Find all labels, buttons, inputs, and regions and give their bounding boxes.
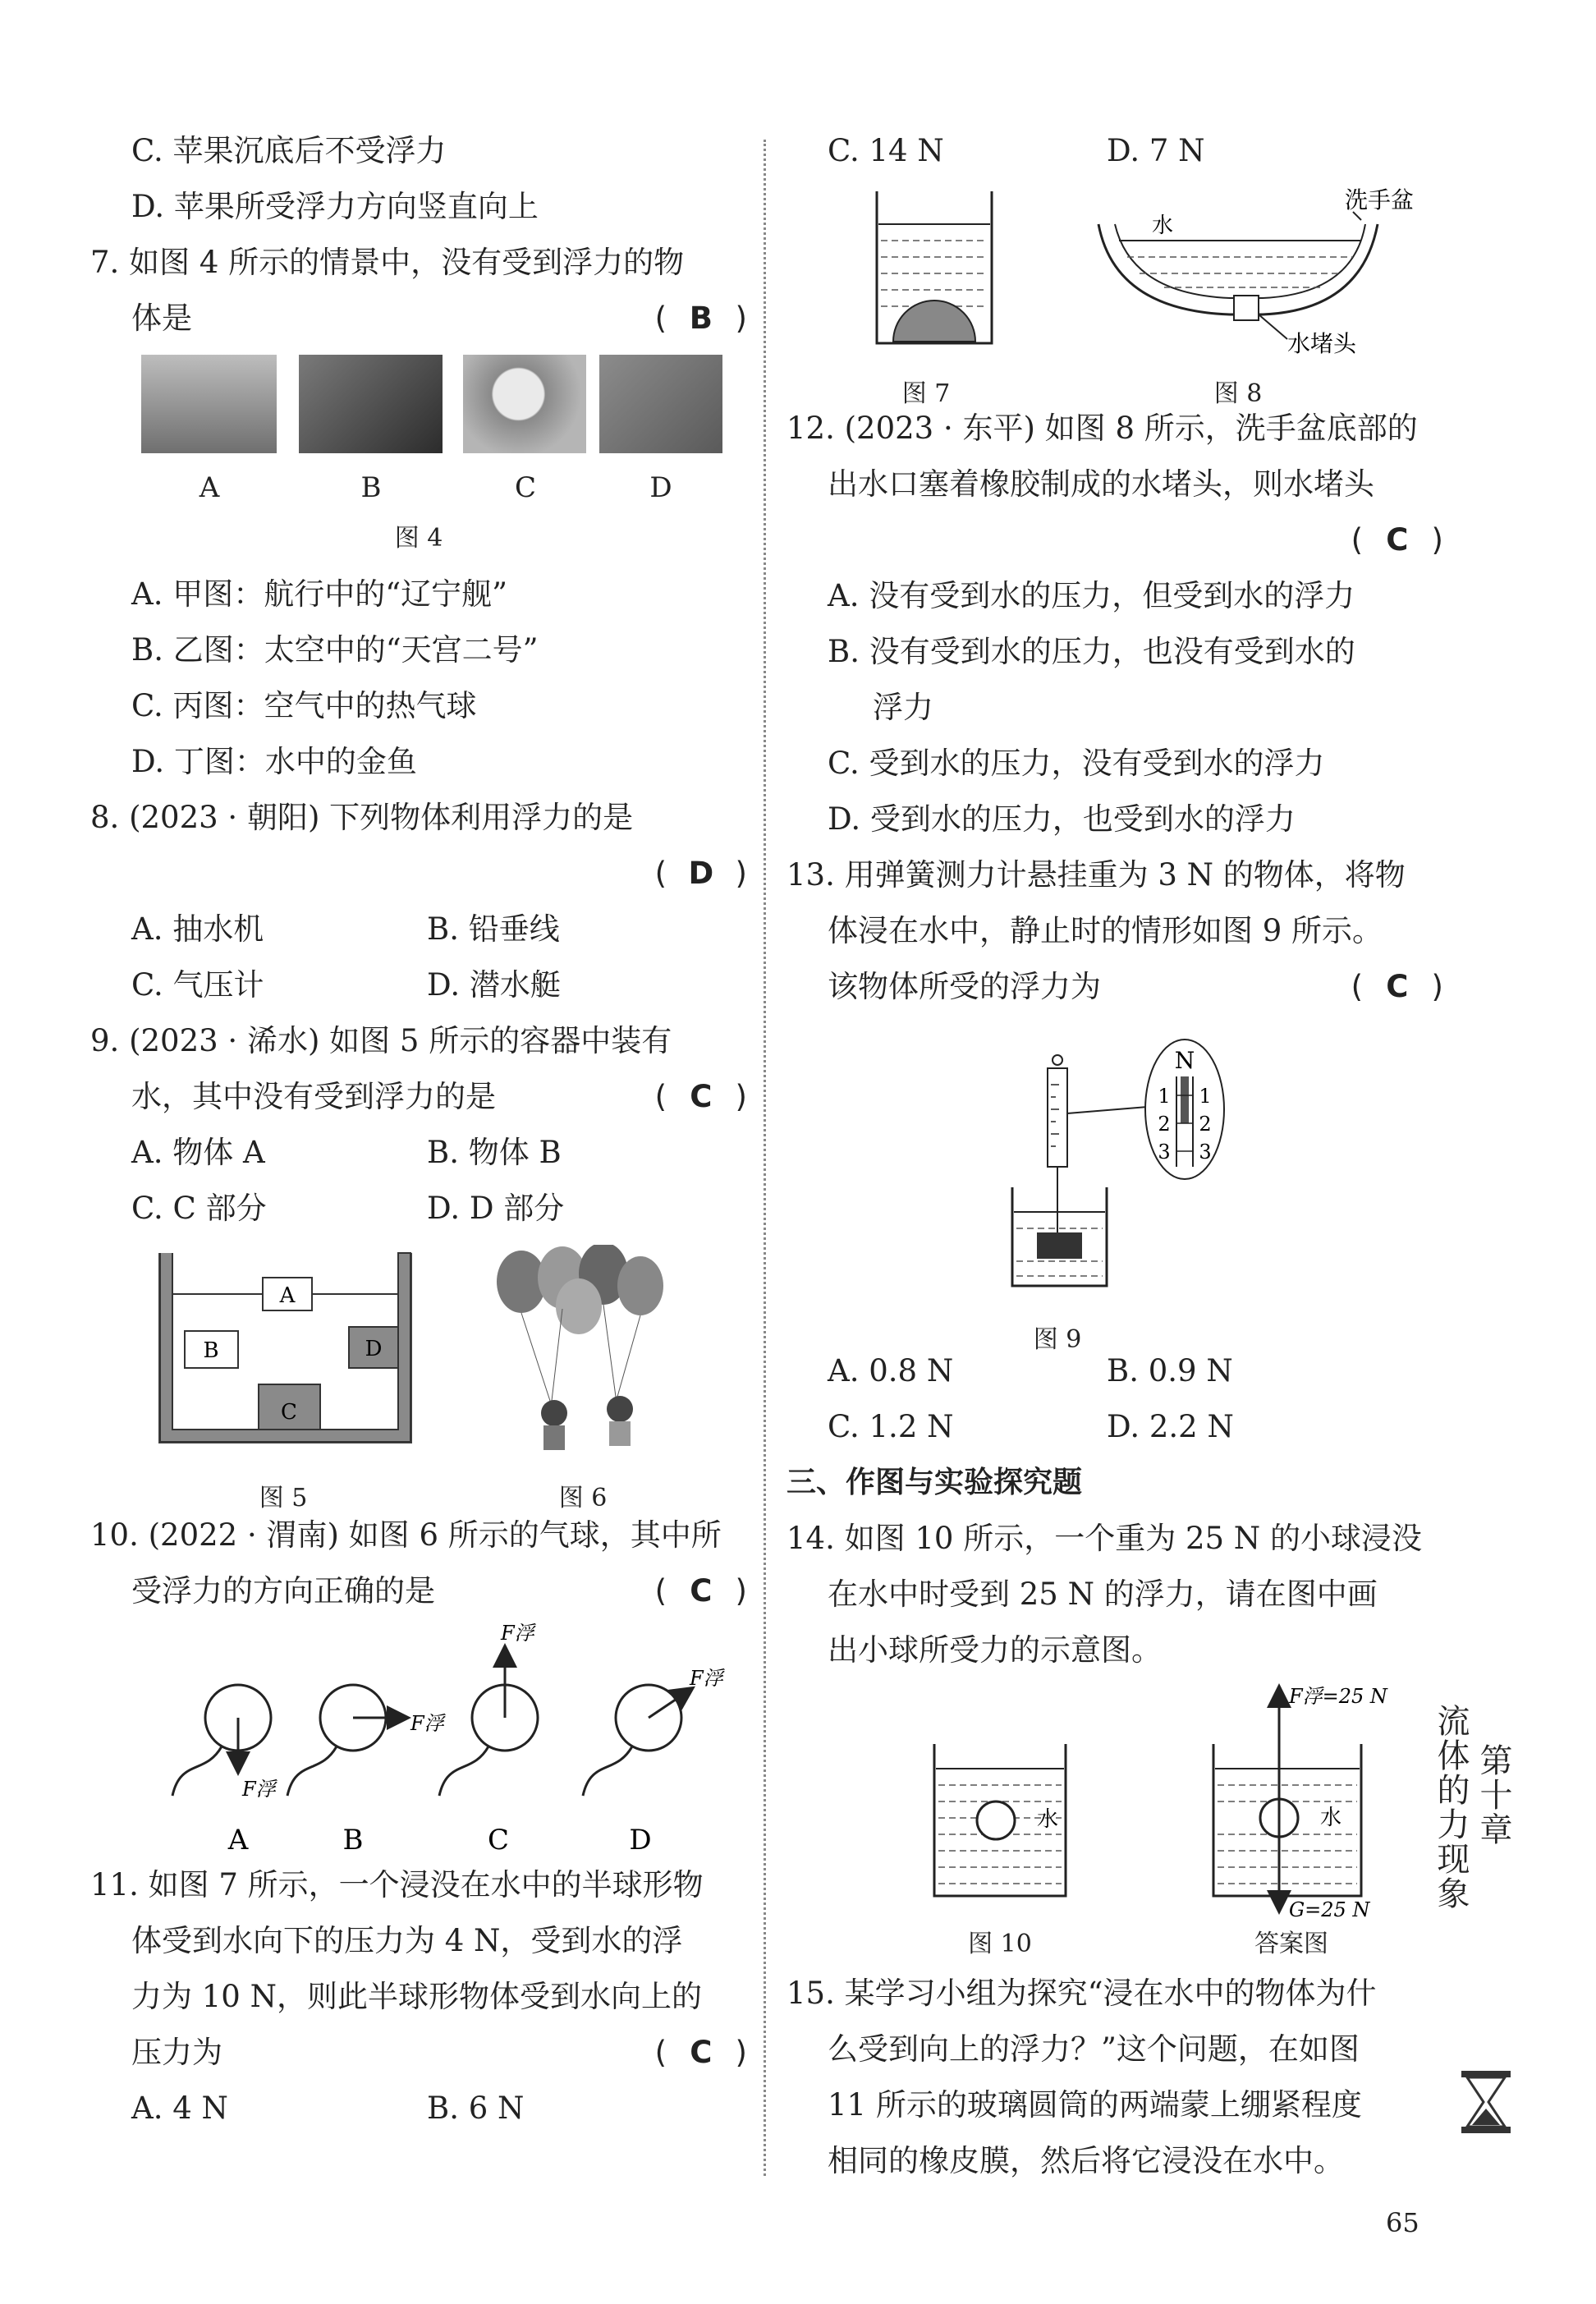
figure-4	[90, 347, 747, 511]
q13-answer: C	[1386, 969, 1409, 1004]
fig9-tick-left-2: 2	[1158, 1113, 1171, 1136]
chapter-title: 流体的力现象	[1432, 1704, 1470, 1911]
q7-stem-text: 体是	[131, 301, 192, 336]
fig8-water-label: 水	[1152, 213, 1174, 238]
fig10-caption: 图 10	[968, 1930, 1032, 1958]
fig9-tick-left-3: 3	[1158, 1141, 1171, 1163]
q10-label-c: C	[487, 1824, 510, 1857]
figure-8-basin	[1098, 186, 1414, 357]
fig5-label-d: D	[365, 1337, 383, 1361]
photo-goldfish	[599, 355, 722, 453]
q9-answer-bracket: ( C )	[655, 1069, 747, 1125]
q11-stem-text: 压力为	[131, 2035, 222, 2070]
q15-stem-2: 么受到向上的浮力？”这个问题，在如图	[828, 2031, 1360, 2067]
fig9-unit: N	[1174, 1047, 1195, 1074]
fig4-label-d: D	[649, 471, 672, 504]
fig4-label-a: A	[199, 471, 220, 504]
q12-option-d: D. 受到水的压力，也受到水的浮力	[828, 801, 1296, 837]
q9-options-row-2	[90, 1181, 747, 1237]
q13-option-b: B. 0.9 N	[1107, 1353, 1233, 1388]
right-column	[787, 123, 1443, 2189]
q9-option-c: C. C 部分	[131, 1191, 267, 1226]
q7-option-c: C. 丙图：空气中的热气球	[131, 688, 477, 723]
q14-stem-1: 14. 如图 10 所示，一个重为 25 N 的小球浸没	[787, 1521, 1422, 1556]
q9-option-a: A. 物体 A	[131, 1135, 265, 1170]
q8-stem: 8. (2023 · 朝阳) 下列物体利用浮力的是	[90, 800, 634, 835]
section-heading-3: 三、作图与实验探究题	[787, 1466, 1083, 1499]
fig5-caption: 图 5	[259, 1484, 308, 1512]
q6-option-d: D. 苹果所受浮力方向竖直向上	[131, 189, 539, 224]
q10-force-d: F浮	[690, 1667, 723, 1690]
column-divider	[764, 140, 766, 2176]
q13-stem-text: 该物体所受的浮力为	[828, 969, 1101, 1004]
chapter-number: 第十章	[1474, 1743, 1512, 1847]
q12-stem-1: 12. (2023 · 东平) 如图 8 所示，洗手盆底部的	[787, 411, 1418, 446]
q8-options-row-2	[90, 957, 747, 1013]
figure-9-svg	[787, 1015, 1443, 1310]
q10-label-a: A	[227, 1824, 249, 1857]
q8-option-b: B. 铅垂线	[427, 911, 560, 947]
fig5-label-b: B	[203, 1338, 219, 1363]
q7-stem-2	[90, 291, 747, 347]
fig8-caption: 图 8	[1213, 379, 1263, 408]
q12-option-b: B. 没有受到水的压力，也没有受到水的	[828, 634, 1355, 669]
q10-force-c: F浮	[501, 1622, 534, 1645]
q7-stem-1: 7. 如图 4 所示的情景中，没有受到浮力的物	[90, 245, 685, 280]
chapter-sidebar	[1432, 1679, 1512, 1911]
fig4-caption: 图 4	[394, 524, 443, 553]
fig4-label-b: B	[360, 471, 382, 504]
fig5-label-c: C	[281, 1400, 297, 1425]
q11-answer-bracket: ( C )	[655, 2025, 747, 2081]
q12-answer: C	[1386, 522, 1409, 558]
photo-hot-air-balloon	[463, 355, 586, 453]
q15-stem-1: 15. 某学习小组为探究“浸在水中的物体为什	[787, 1976, 1377, 2011]
photo-aircraft-carrier	[141, 355, 277, 453]
q11-option-d: D. 7 N	[1107, 133, 1205, 168]
fig4-label-c: C	[514, 471, 536, 504]
q8-answer: D	[688, 856, 714, 891]
q11-stem-1: 11. 如图 7 所示，一个浸没在水中的半球形物	[90, 1867, 704, 1902]
q13-stem-2: 体浸在水中，静止时的情形如图 9 所示。	[828, 913, 1383, 948]
q9-answer: C	[690, 1079, 713, 1114]
answer-fig-buoyancy-label: F浮=25 N	[1289, 1685, 1387, 1708]
q13-options-row-1	[787, 1343, 1443, 1399]
fig5-label-a: A	[279, 1283, 296, 1308]
q10-answer-bracket: ( C )	[655, 1563, 747, 1619]
left-column	[90, 123, 747, 2136]
q10-force-b: F浮	[410, 1712, 444, 1735]
q11-stem-2: 体受到水向下的压力为 4 N，受到水的浮	[131, 1923, 683, 1958]
q8-option-a: A. 抽水机	[131, 911, 264, 947]
q13-stem-1: 13. 用弹簧测力计悬挂重为 3 N 的物体，将物	[787, 857, 1406, 893]
figure-9	[787, 1015, 1443, 1354]
q12-option-c: C. 受到水的压力，没有受到水的浮力	[828, 746, 1325, 781]
hourglass-icon	[1457, 2069, 1515, 2135]
q11-option-b: B. 6 N	[427, 2091, 525, 2126]
q7-answer: B	[689, 301, 713, 336]
q7-option-d: D. 丁图：水中的金鱼	[131, 744, 417, 779]
fig9-tick-right-2: 2	[1199, 1113, 1212, 1136]
fig6-caption: 图 6	[558, 1484, 608, 1512]
q13-option-c: C. 1.2 N	[828, 1409, 954, 1444]
figure-7-beaker	[877, 191, 992, 343]
fig8-plug-label: 水堵头	[1287, 330, 1357, 357]
page-number: 65	[1386, 2207, 1419, 2238]
photo-space-station	[299, 355, 443, 453]
figure-10-svg	[787, 1678, 1443, 1925]
q11-stem-3: 力为 10 N，则此半球形物体受到水向上的	[131, 1979, 702, 2014]
q12-answer-row	[787, 512, 1443, 568]
q9-option-b: B. 物体 B	[427, 1135, 562, 1170]
q10-stem-text: 受浮力的方向正确的是	[131, 1573, 435, 1609]
figure-6-balloons	[497, 1245, 663, 1450]
q11-answer: C	[690, 2035, 713, 2070]
q15-stem-4: 相同的橡皮膜，然后将它浸没在水中。	[828, 2143, 1344, 2178]
q10-stem-2	[90, 1563, 747, 1619]
q12-option-b-cont: 浮力	[873, 690, 933, 725]
q9-stem-2	[90, 1069, 747, 1125]
q7-option-b: B. 乙图：太空中的“天宫二号”	[131, 632, 539, 668]
q10-label-d: D	[629, 1824, 652, 1857]
q6-option-c: C. 苹果沉底后不受浮力	[131, 133, 447, 168]
q7-option-a: A. 甲图：航行中的“辽宁舰”	[131, 576, 508, 612]
q14-stem-3: 出小球所受力的示意图。	[828, 1632, 1162, 1668]
q10-label-b: B	[342, 1824, 364, 1857]
answer-fig-caption: 答案图	[1254, 1930, 1328, 1958]
q8-option-d: D. 潜水艇	[427, 967, 561, 1003]
figures-7-8-svg	[787, 179, 1443, 368]
q14-stem-2: 在水中时受到 25 N 的浮力，请在图中画	[828, 1577, 1378, 1612]
q13-option-a: A. 0.8 N	[828, 1353, 954, 1388]
q13-stem-3	[787, 959, 1443, 1015]
q11-options-row-1	[90, 2081, 747, 2136]
q10-stem-1: 10. (2022 · 渭南) 如图 6 所示的气球，其中所	[90, 1517, 722, 1553]
fig9-tick-left-1: 1	[1158, 1085, 1171, 1108]
fig7-caption: 图 7	[901, 379, 951, 408]
q13-answer-bracket: ( C )	[1351, 959, 1443, 1015]
figures-5-6	[90, 1237, 747, 1512]
fig10-water-label: 水	[1037, 1807, 1059, 1832]
q8-option-c: C. 气压计	[131, 967, 264, 1003]
fig9-tick-right-3: 3	[1199, 1141, 1212, 1163]
q9-stem-text: 水，其中没有受到浮力的是	[131, 1079, 496, 1114]
q11-options-row-2	[787, 123, 1443, 179]
q8-answer-row	[90, 846, 747, 902]
answer-fig-gravity-label: G=25 N	[1289, 1898, 1370, 1921]
figure-10-and-answer	[787, 1678, 1443, 1966]
figures-7-8	[787, 179, 1443, 408]
q7-answer-bracket: ( B )	[655, 291, 747, 347]
q9-stem-1: 9. (2023 · 浠水) 如图 5 所示的容器中装有	[90, 1023, 672, 1058]
q10-balloon-diagrams	[90, 1619, 747, 1857]
fig8-basin-label: 洗手盆	[1345, 186, 1415, 213]
q15-stem-3: 11 所示的玻璃圆筒的两端蒙上绷紧程度	[828, 2087, 1362, 2123]
figure-5-container-diagram	[90, 1245, 747, 1458]
q10-answer: C	[690, 1573, 713, 1609]
q11-option-a: A. 4 N	[131, 2091, 228, 2126]
q9-options-row-1	[90, 1125, 747, 1181]
q12-answer-bracket: ( C )	[1351, 512, 1443, 568]
q13-options-row-2	[787, 1399, 1443, 1455]
fig9-tick-right-1: 1	[1199, 1085, 1212, 1108]
q10-force-a: F浮	[242, 1778, 276, 1801]
q10-diagram-svg	[90, 1619, 747, 1857]
q11-stem-4	[90, 2025, 747, 2081]
q12-stem-2: 出水口塞着橡胶制成的水堵头，则水堵头	[828, 466, 1374, 502]
q11-option-c: C. 14 N	[828, 133, 944, 168]
q9-option-d: D. D 部分	[427, 1191, 565, 1226]
q8-options-row-1	[90, 902, 747, 957]
q12-option-a: A. 没有受到水的压力，但受到水的浮力	[828, 578, 1355, 613]
q8-answer-bracket: ( D )	[655, 846, 747, 902]
fig9-caption: 图 9	[1033, 1325, 1082, 1354]
answer-fig-water-label: 水	[1320, 1806, 1342, 1830]
q13-option-d: D. 2.2 N	[1107, 1409, 1234, 1444]
